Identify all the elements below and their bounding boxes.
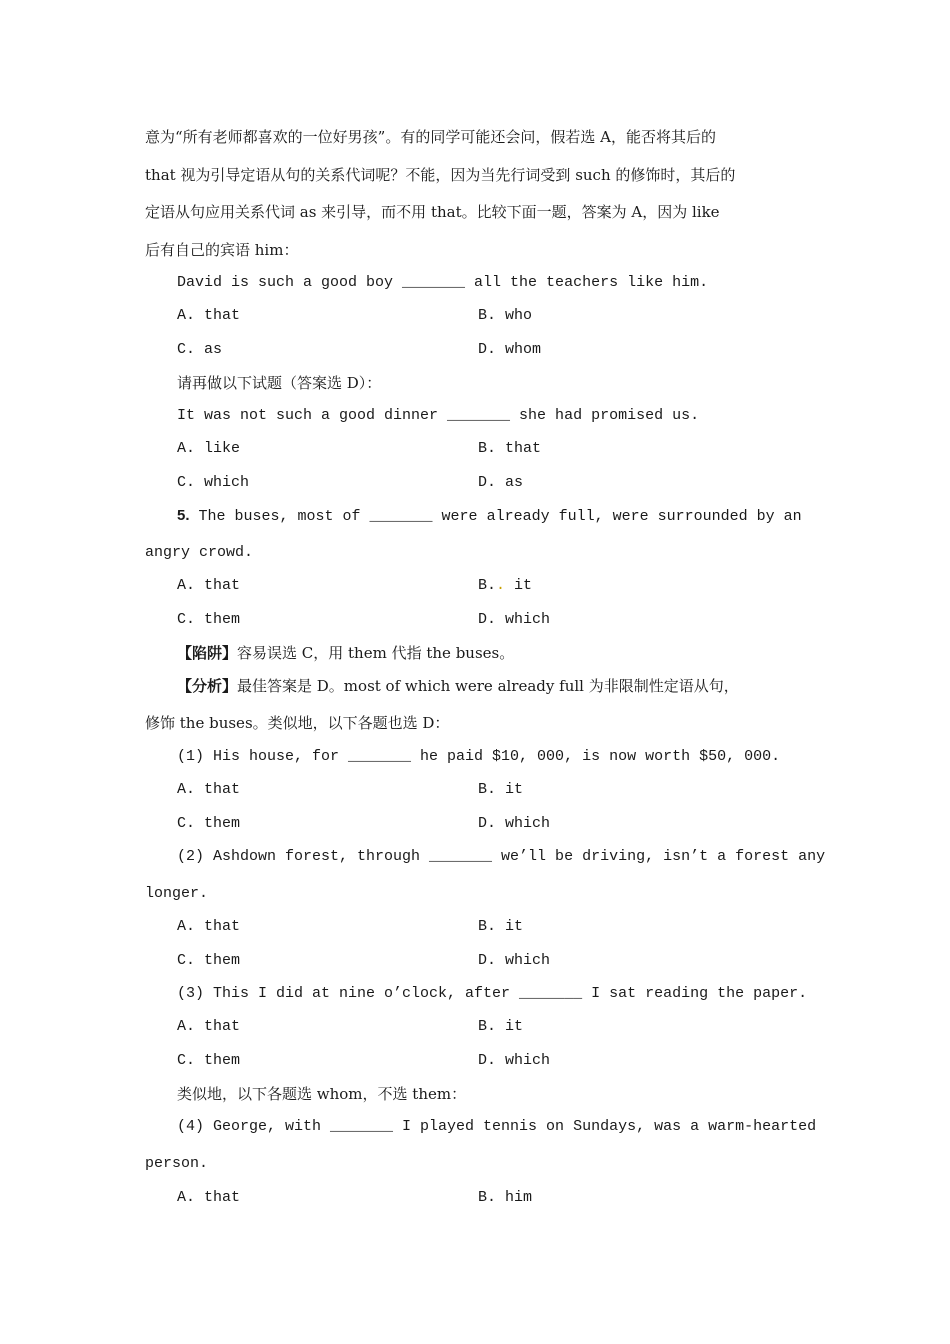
trap-label: 【陷阱】: [177, 644, 238, 662]
example1-option-d: D. whom: [478, 341, 542, 358]
practice-3-option-a: A. that: [177, 1018, 241, 1035]
practice-2-option-b: B. it: [478, 918, 524, 935]
question-5-line-2: angry crowd.: [145, 544, 254, 561]
practice-1-question: (1) His house, for _______ he paid $10, 000, is now worth $50, 000.: [177, 748, 781, 765]
practice-3-option-b: B. it: [478, 1018, 524, 1035]
practice-4-option-a: A. that: [177, 1189, 241, 1206]
practice-3-option-c: C. them: [177, 1052, 241, 1069]
practice-2-line-2: longer.: [145, 885, 209, 902]
practice-2-option-a: A. that: [177, 918, 241, 935]
practice-4-line-1: (4) George, with _______ I played tennis on Sundays, was a warm-hearted: [177, 1118, 817, 1135]
whom-note: 类似地，以下各题选 whom，不选 them：: [177, 1085, 467, 1103]
example2-question: It was not such a good dinner _______ she had promised us.: [177, 407, 700, 424]
question-5-number: 5.: [177, 507, 190, 524]
intro-line-1: 意为“所有老师都喜欢的一位好男孩”。有的同学可能还会问，假若选 A，能否将其后的: [145, 128, 716, 146]
retry-note: 请再做以下试题（答案选 D）：: [177, 374, 382, 392]
practice-3-option-d: D. which: [478, 1052, 551, 1069]
practice-2-option-c: C. them: [177, 952, 241, 969]
intro-line-4: 后有自己的宾语 him：: [145, 241, 299, 259]
question-5-line-1: [177, 507, 802, 526]
practice-2-line-1: (2) Ashdown forest, through _______ we’ll be driving, isn’t a forest any: [177, 848, 826, 865]
example2-option-c: C. which: [177, 474, 250, 491]
practice-1-option-c: C. them: [177, 815, 241, 832]
trap-text: 容易误选 C，用 them 代指 the buses。: [237, 644, 515, 662]
question-5-option-d: D. which: [478, 611, 551, 628]
example2-option-d: D. as: [478, 474, 524, 491]
example2-option-b: B. that: [478, 440, 542, 457]
example1-option-b: B. who: [478, 307, 533, 324]
question-5-option-a: A. that: [177, 577, 241, 594]
example2-option-a: A. like: [177, 440, 241, 457]
intro-line-3: 定语从句应用关系代词 as 来引导，而不用 that。比较下面一题，答案为 A，因为 like: [145, 203, 720, 221]
example1-option-c: C. as: [177, 341, 223, 358]
intro-line-2: that 视为引导定语从句的关系代词呢？不能，因为当先行词受到 such 的修饰时，其后的: [145, 166, 736, 184]
analysis-line-2: 修饰 the buses。类似地，以下各题也选 D：: [145, 714, 450, 732]
practice-3-question: (3) This I did at nine o’clock, after _______ I sat reading the paper.: [177, 985, 808, 1002]
practice-1-option-d: D. which: [478, 815, 551, 832]
option-b-text: it: [505, 577, 533, 594]
option-b-prefix: B.: [478, 577, 497, 594]
example1-question: David is such a good boy _______ all the teachers like him.: [177, 274, 709, 291]
question-5-option-b: [478, 577, 532, 595]
practice-1-option-b: B. it: [478, 781, 524, 798]
option-b-marker: .: [496, 577, 506, 594]
practice-4-option-b: B. him: [478, 1189, 533, 1206]
example1-option-a: A. that: [177, 307, 241, 324]
practice-4-line-2: person.: [145, 1155, 209, 1172]
practice-1-option-a: A. that: [177, 781, 241, 798]
analysis-line-1: [177, 677, 739, 695]
question-5-text: The buses, most of _______ were already full, were surrounded by an: [189, 508, 802, 525]
analysis-text-1: 最佳答案是 D。most of which were already full 为非限制性定语从句，: [237, 677, 739, 695]
question-5-option-c: C. them: [177, 611, 241, 628]
practice-2-option-d: D. which: [478, 952, 551, 969]
analysis-label: 【分析】: [177, 677, 238, 695]
trap-line: [177, 644, 514, 662]
